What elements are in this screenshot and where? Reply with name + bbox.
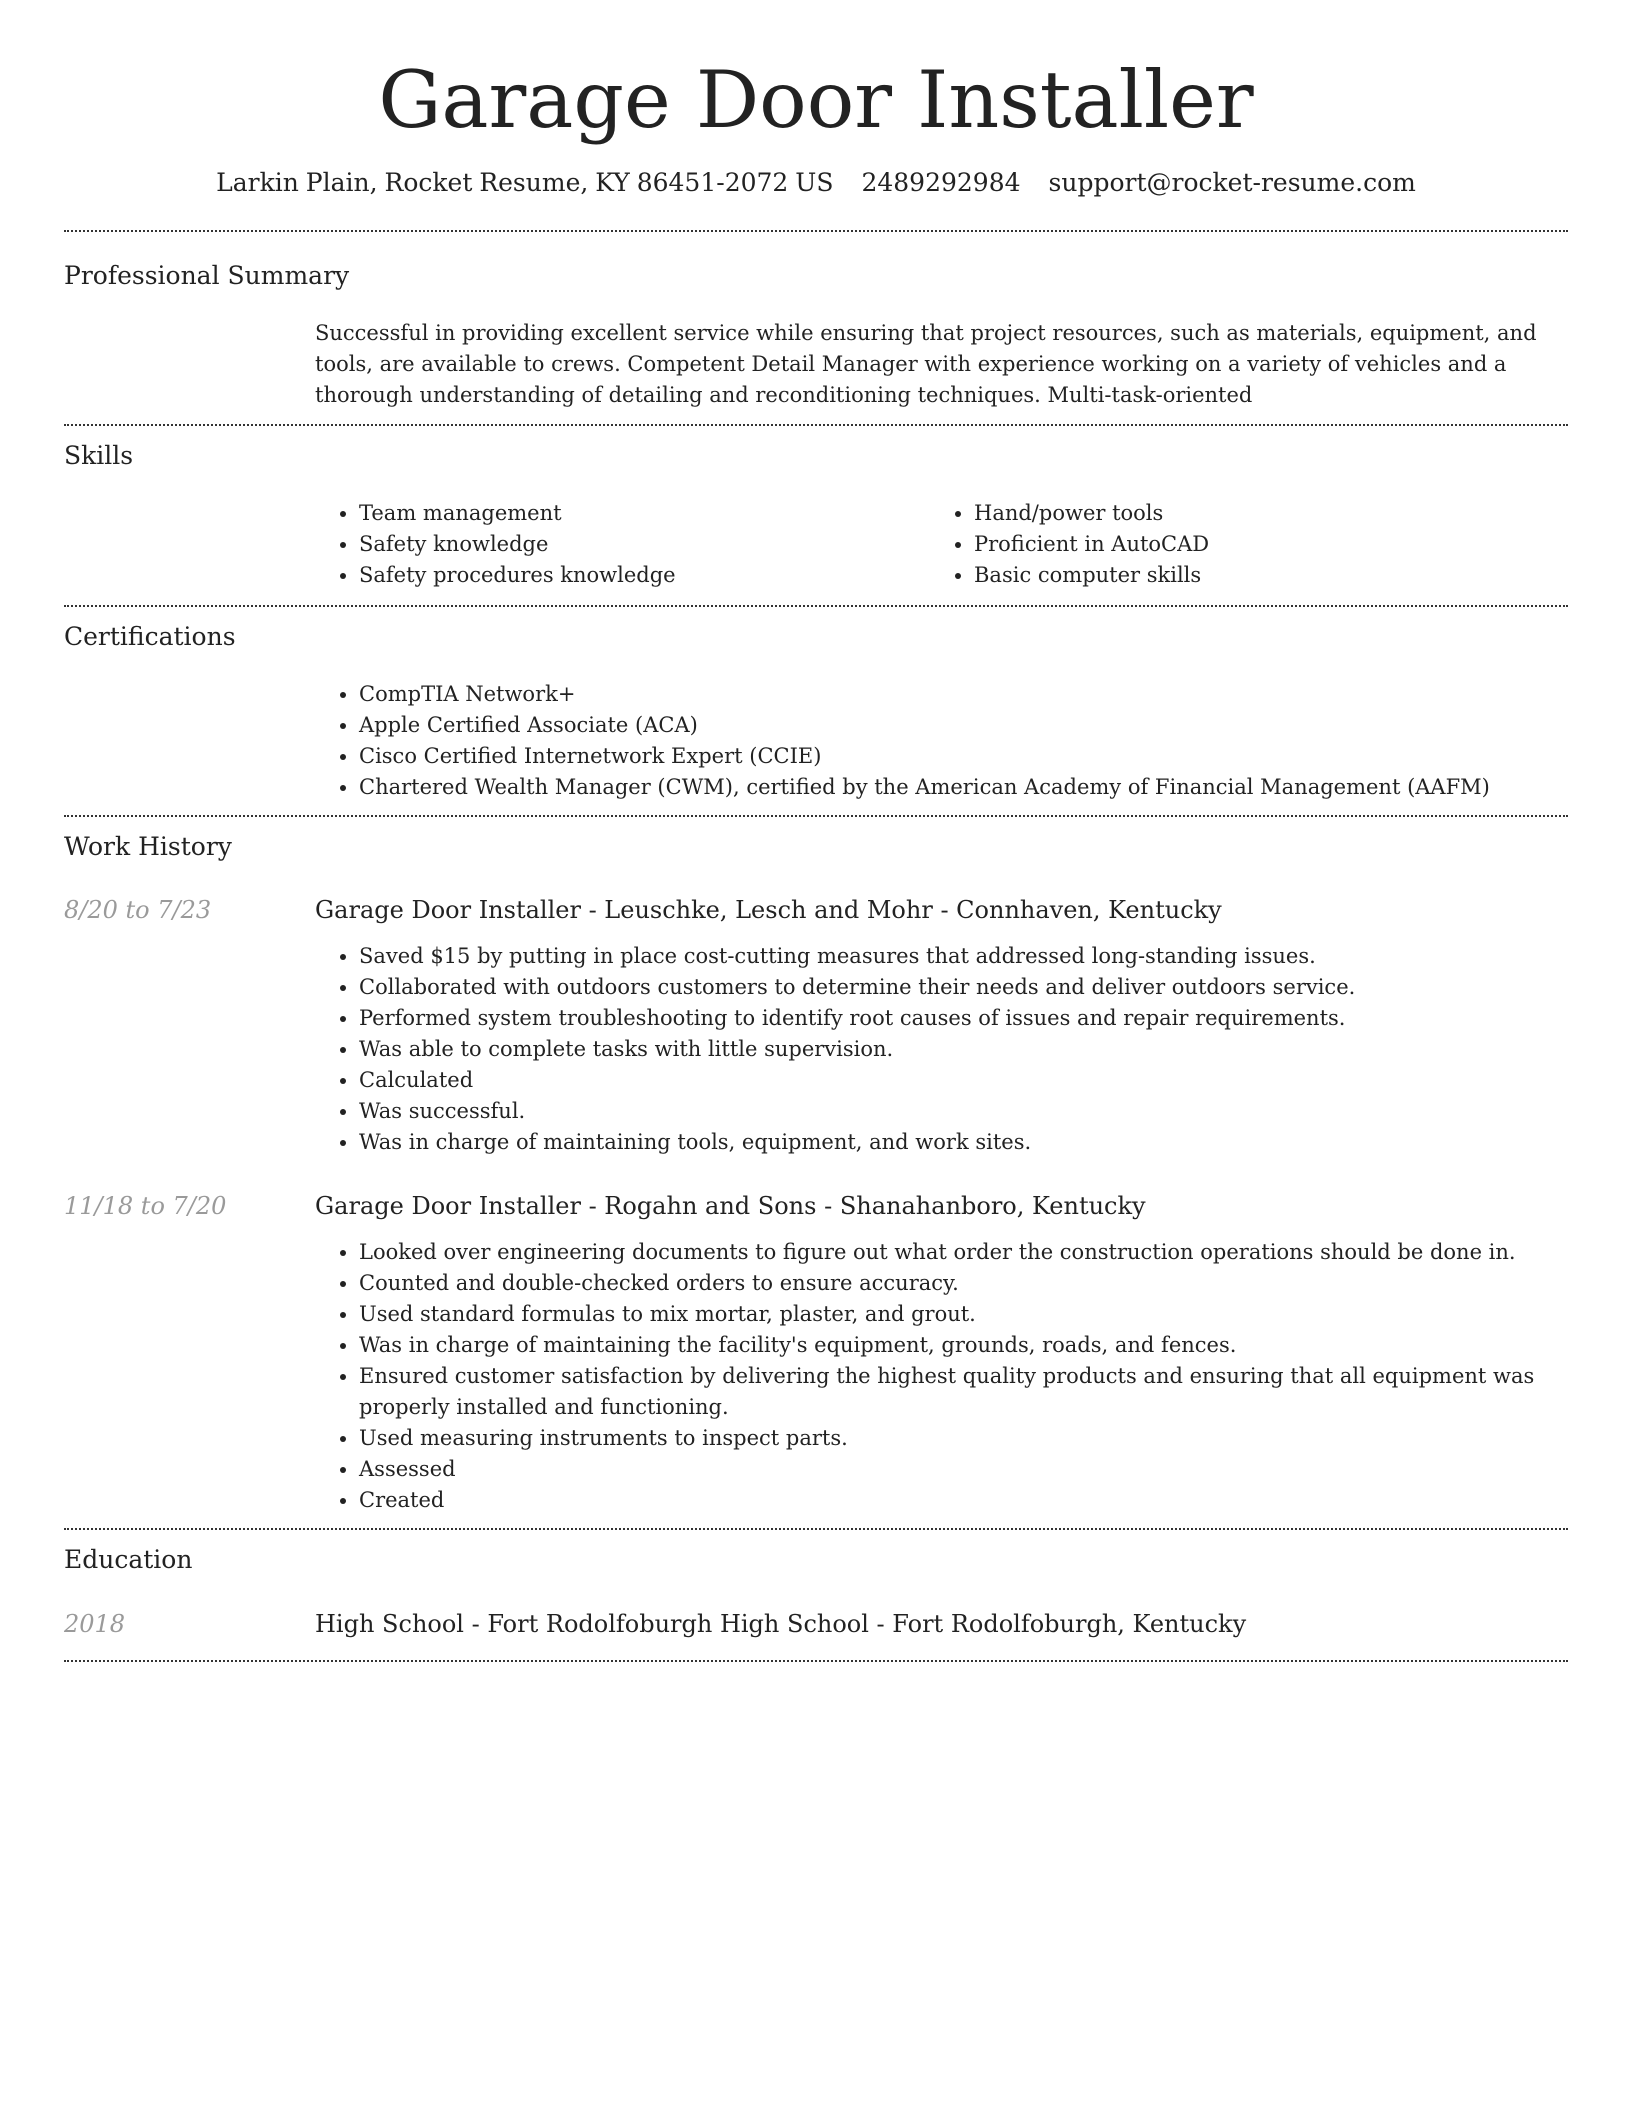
certification-item: • Chartered Wealth Manager (CWM), certified by the American Academy of Financial Management (AAFM): [359, 772, 1568, 803]
skills-section: [64, 426, 1568, 605]
job-bullet: • Used standard formulas to mix mortar, plaster, and grout.: [359, 1299, 1568, 1330]
work-history-heading: Work History: [64, 832, 232, 861]
education-heading: Education: [64, 1545, 193, 1574]
job-bullet: • Assessed: [359, 1454, 1568, 1485]
skill-item: • Safety procedures knowledge: [359, 560, 930, 591]
job-heading: Garage Door Installer - Leuschke, Lesch and Mohr - Connhaven, Kentucky: [315, 896, 1222, 924]
skill-item: • Basic computer skills: [974, 560, 1545, 591]
skills-heading: Skills: [64, 441, 134, 470]
job-bullets: [315, 1237, 1568, 1516]
skill-item: • Team management: [359, 498, 930, 529]
job-dates: 11/18 to 7/20: [64, 1192, 227, 1220]
certifications-list: [315, 679, 1568, 803]
job-entry: [64, 863, 1568, 1158]
work-history-section: [64, 817, 1568, 1528]
resume-header: [64, 0, 1568, 200]
job-bullet: • Used measuring instruments to inspect parts.: [359, 1423, 1568, 1454]
job-bullet: • Performed system troubleshooting to identify root causes of issues and repair requirements.: [359, 1003, 1568, 1034]
job-bullet: • Was successful.: [359, 1096, 1568, 1127]
job-bullet: • Was able to complete tasks with little supervision.: [359, 1034, 1568, 1065]
education-heading-line: High School - Fort Rodolfoburgh High School - Fort Rodolfoburgh, Kentucky: [315, 1610, 1247, 1638]
skills-list-right: [930, 498, 1545, 591]
job-bullet: • Looked over engineering documents to figure out what order the construction operations should be done in.: [359, 1237, 1568, 1268]
job-bullet: • Ensured customer satisfaction by delivering the highest quality products and ensuring that all equipment was properly installed and functioning.: [359, 1361, 1568, 1423]
job-heading: Garage Door Installer - Rogahn and Sons - Shanahanboro, Kentucky: [315, 1192, 1146, 1220]
summary-text: Successful in providing excellent service while ensuring that project resources, such as materials, equipment, and tools, are available to crews. Competent Detail Manager with experience working on a variety of vehicles and a thorough understanding of detailing and reconditioning techniques. Multi-task-oriented: [315, 321, 1537, 407]
contact-line: [64, 166, 1568, 200]
certification-item: • Cisco Certified Internetwork Expert (CCIE): [359, 741, 1568, 772]
skills-list-left: [315, 498, 930, 591]
resume-page: [64, 0, 1568, 1662]
certification-item: • CompTIA Network+: [359, 679, 1568, 710]
certifications-heading: Certifications: [64, 622, 236, 651]
certification-item: • Apple Certified Associate (ACA): [359, 710, 1568, 741]
summary-section: [64, 232, 1568, 424]
contact-phone: 2489292984: [861, 168, 1021, 197]
candidate-name: Garage Door Installer: [378, 54, 1254, 146]
job-bullet: • Created: [359, 1485, 1568, 1516]
education-section: [64, 1530, 1568, 1660]
job-bullet: • Calculated: [359, 1065, 1568, 1096]
summary-heading: Professional Summary: [64, 261, 350, 290]
certifications-section: [64, 607, 1568, 815]
job-bullet: • Was in charge of maintaining the facility's equipment, grounds, roads, and fences.: [359, 1330, 1568, 1361]
section-divider: [64, 1660, 1568, 1662]
job-bullet: • Counted and double-checked orders to ensure accuracy.: [359, 1268, 1568, 1299]
contact-email: support@rocket-resume.com: [1048, 168, 1416, 197]
job-dates: 8/20 to 7/23: [64, 896, 212, 924]
job-entry: [64, 1158, 1568, 1528]
contact-address: Larkin Plain, Rocket Resume, KY 86451-2072 US: [216, 168, 834, 197]
job-bullet: • Was in charge of maintaining tools, equipment, and work sites.: [359, 1127, 1568, 1158]
skill-item: • Safety knowledge: [359, 529, 930, 560]
job-bullet: • Saved $15 by putting in place cost-cutting measures that addressed long-standing issues.: [359, 941, 1568, 972]
job-bullet: • Collaborated with outdoors customers to determine their needs and deliver outdoors service.: [359, 972, 1568, 1003]
job-bullets: [315, 941, 1568, 1158]
education-year: 2018: [64, 1610, 126, 1638]
skill-item: • Proficient in AutoCAD: [974, 529, 1545, 560]
skill-item: • Hand/power tools: [974, 498, 1545, 529]
